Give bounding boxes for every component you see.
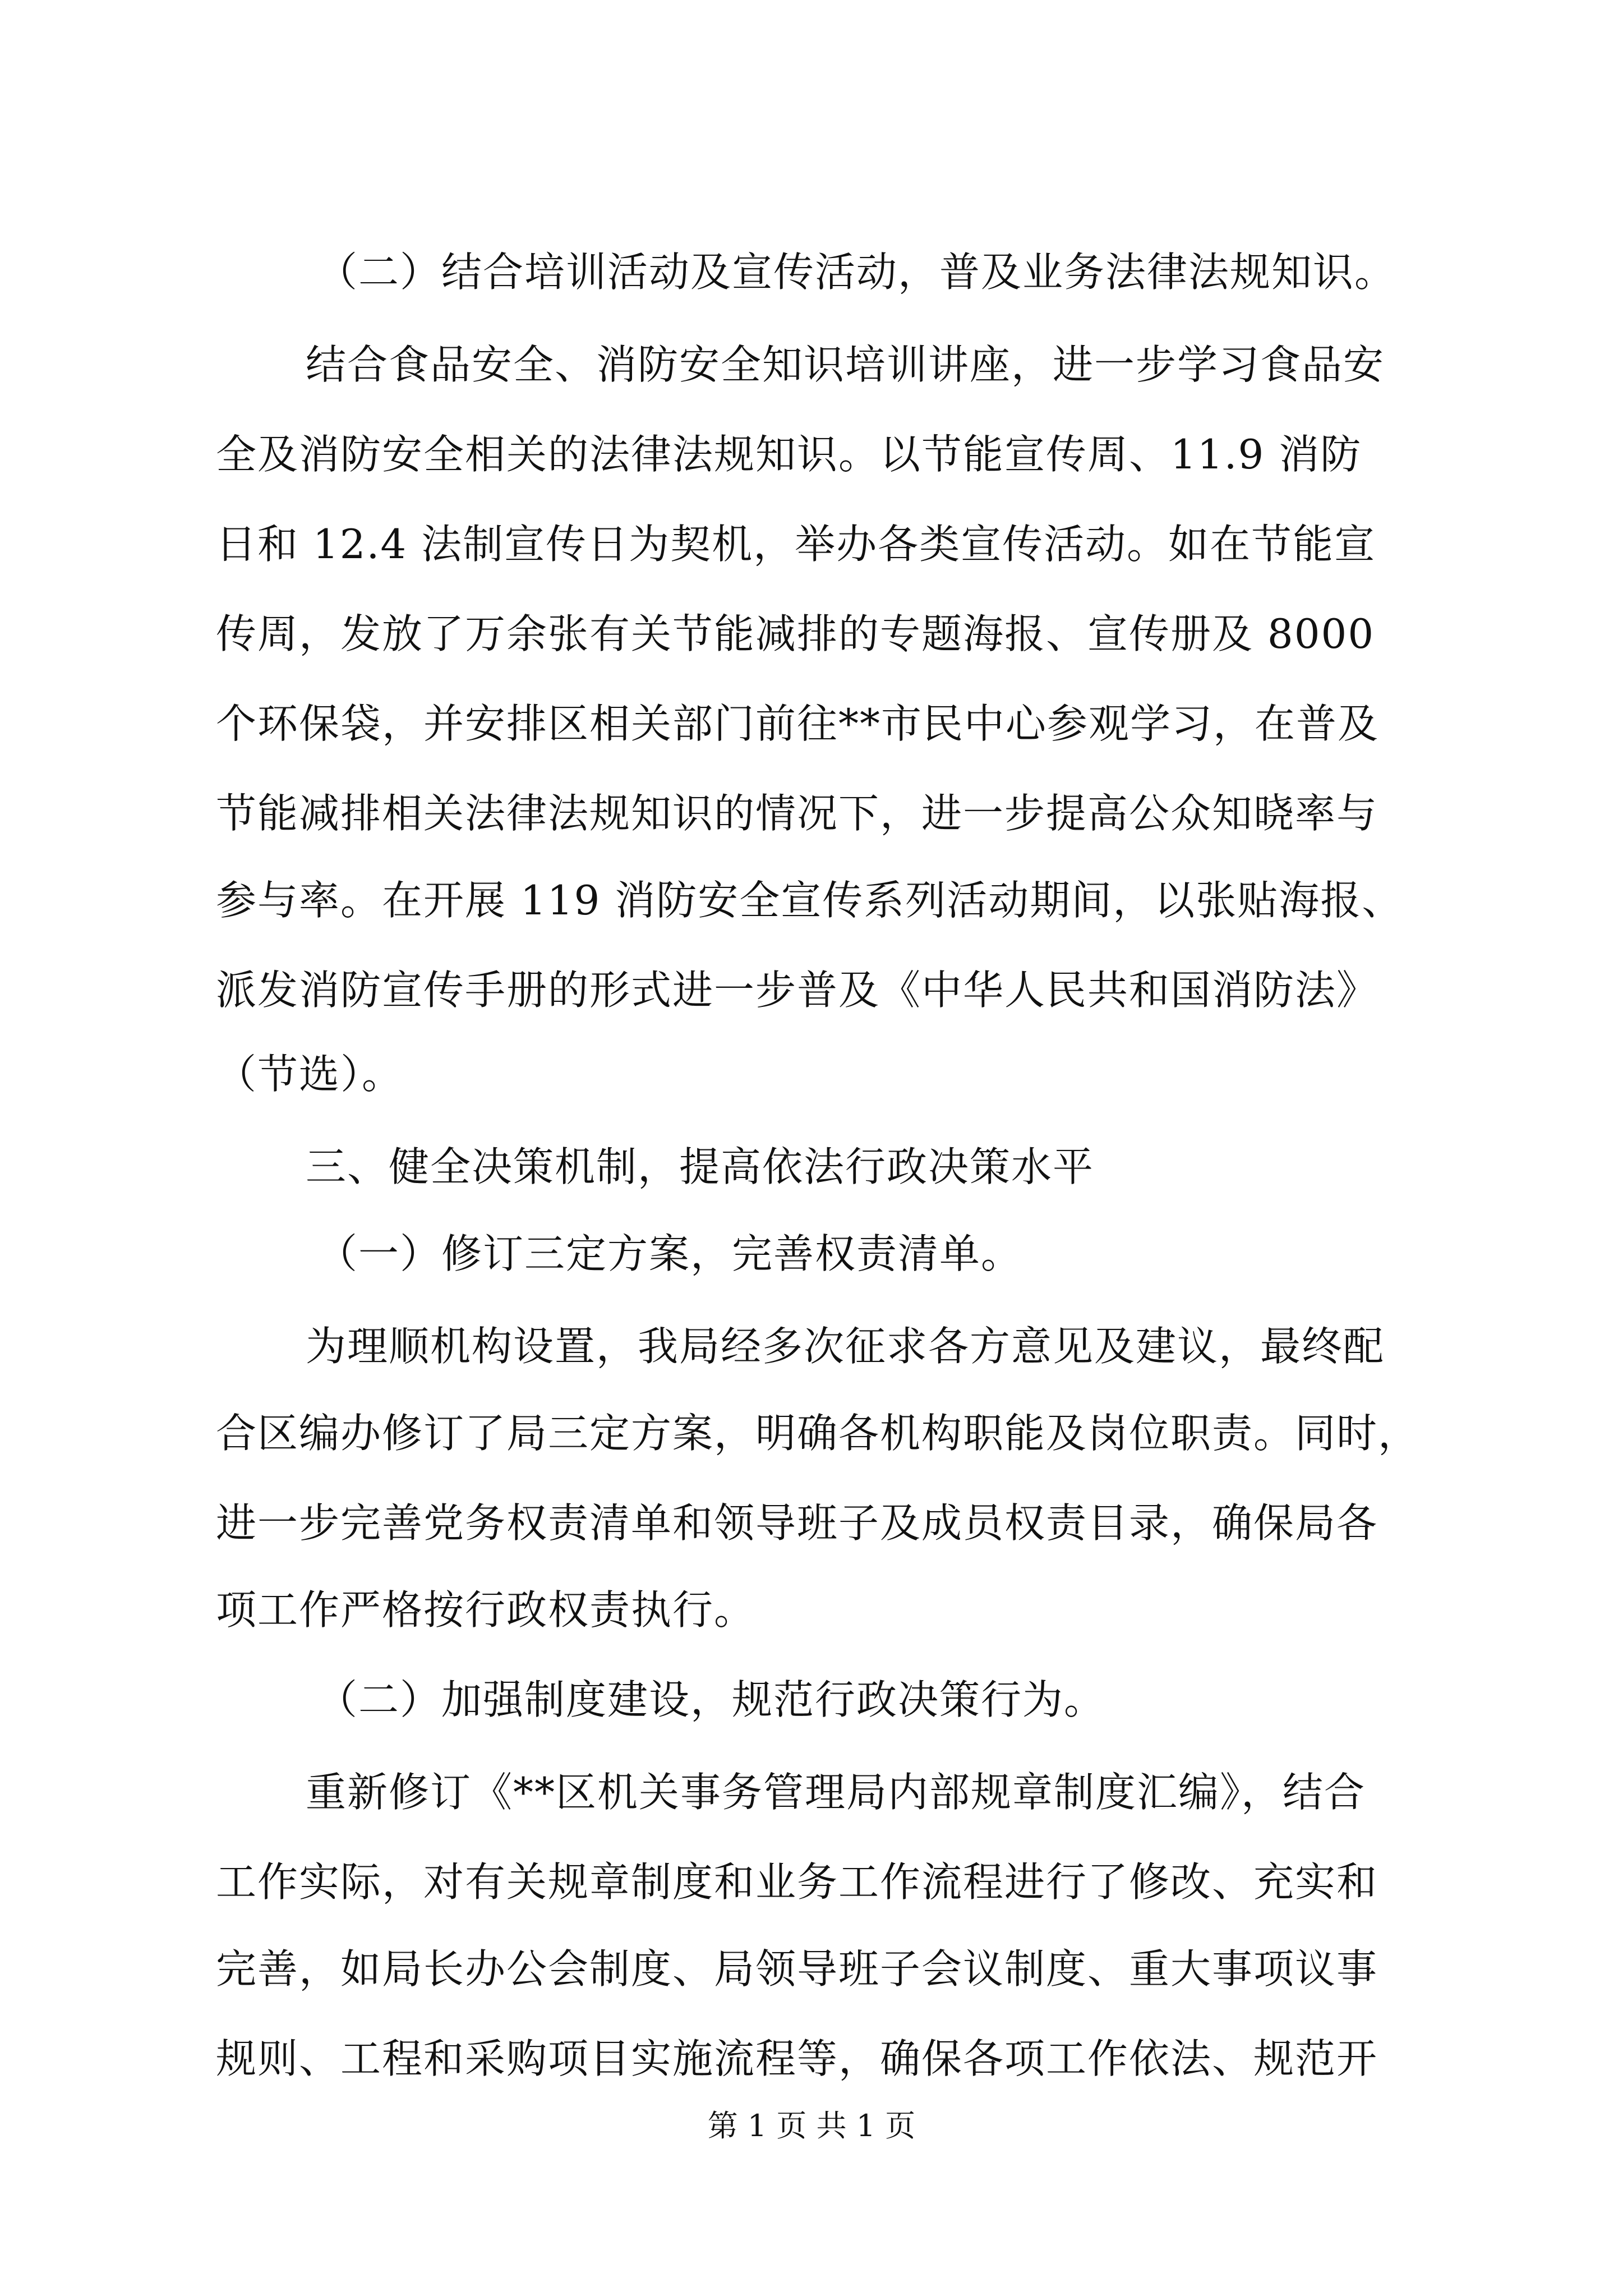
paragraph-line: 派发消防宣传手册的形式进一步普及《中华人民共和国消防法》 <box>216 967 1378 1014</box>
heading-2-line: （一）修订三定方案，完善权责清单。 <box>317 1230 1023 1277</box>
page-footer: 第 1 页 共 1 页 <box>707 2108 916 2143</box>
paragraph-line: 规则、工程和采购项目实施流程等，确保各项工作依法、规范开 <box>216 2035 1378 2082</box>
paragraph-line: 为理顺机构设置，我局经多次征求各方意见及建议，最终配 <box>306 1323 1385 1370</box>
heading-2-line: （二）结合培训活动及宣传活动，普及业务法律法规知识。 <box>317 249 1396 296</box>
section-heading: 三、健全决策机制，提高依法行政决策水平 <box>306 1143 1095 1190</box>
paragraph-line: （节选）。 <box>216 1051 404 1098</box>
paragraph-line: 节能减排相关法律法规知识的情况下，进一步提高公众知晓率与 <box>216 790 1378 837</box>
paragraph-line: 项工作严格按行政权责执行。 <box>216 1586 756 1634</box>
paragraph-line: 完善，如局长办公会制度、局领导班子会议制度、重大事项议事 <box>216 1945 1378 1993</box>
paragraph-line: 全及消防安全相关的法律法规知识。以节能宣传周、11.9 消防 <box>216 431 1362 478</box>
heading-2-line: （二）加强制度建设，规范行政决策行为。 <box>317 1676 1106 1723</box>
paragraph-line: 进一步完善党务权责清单和领导班子及成员权责目录，确保局各 <box>216 1499 1378 1547</box>
paragraph-line: 结合食品安全、消防安全知识培训讲座，进一步学习食品安 <box>306 341 1385 388</box>
paragraph-line: 传周，发放了万余张有关节能减排的专题海报、宣传册及 8000 <box>216 610 1375 657</box>
paragraph-line: 合区编办修订了局三定方案，明确各机构职能及岗位职责。同时， <box>216 1410 1420 1457</box>
paragraph-line: 工作实际，对有关规章制度和业务工作流程进行了修改、充实和 <box>216 1858 1378 1906</box>
paragraph-line: 个环保袋，并安排区相关部门前往**市民中心参观学习，在普及 <box>216 700 1380 747</box>
paragraph-line: 参与率。在开展 119 消防安全宣传系列活动期间，以张贴海报、 <box>216 877 1404 924</box>
paragraph-line: 日和 12.4 法制宣传日为契机，举办各类宣传活动。如在节能宣 <box>216 521 1376 568</box>
paragraph-line: 重新修订《**区机关事务管理局内部规章制度汇编》，结合 <box>306 1769 1366 1816</box>
